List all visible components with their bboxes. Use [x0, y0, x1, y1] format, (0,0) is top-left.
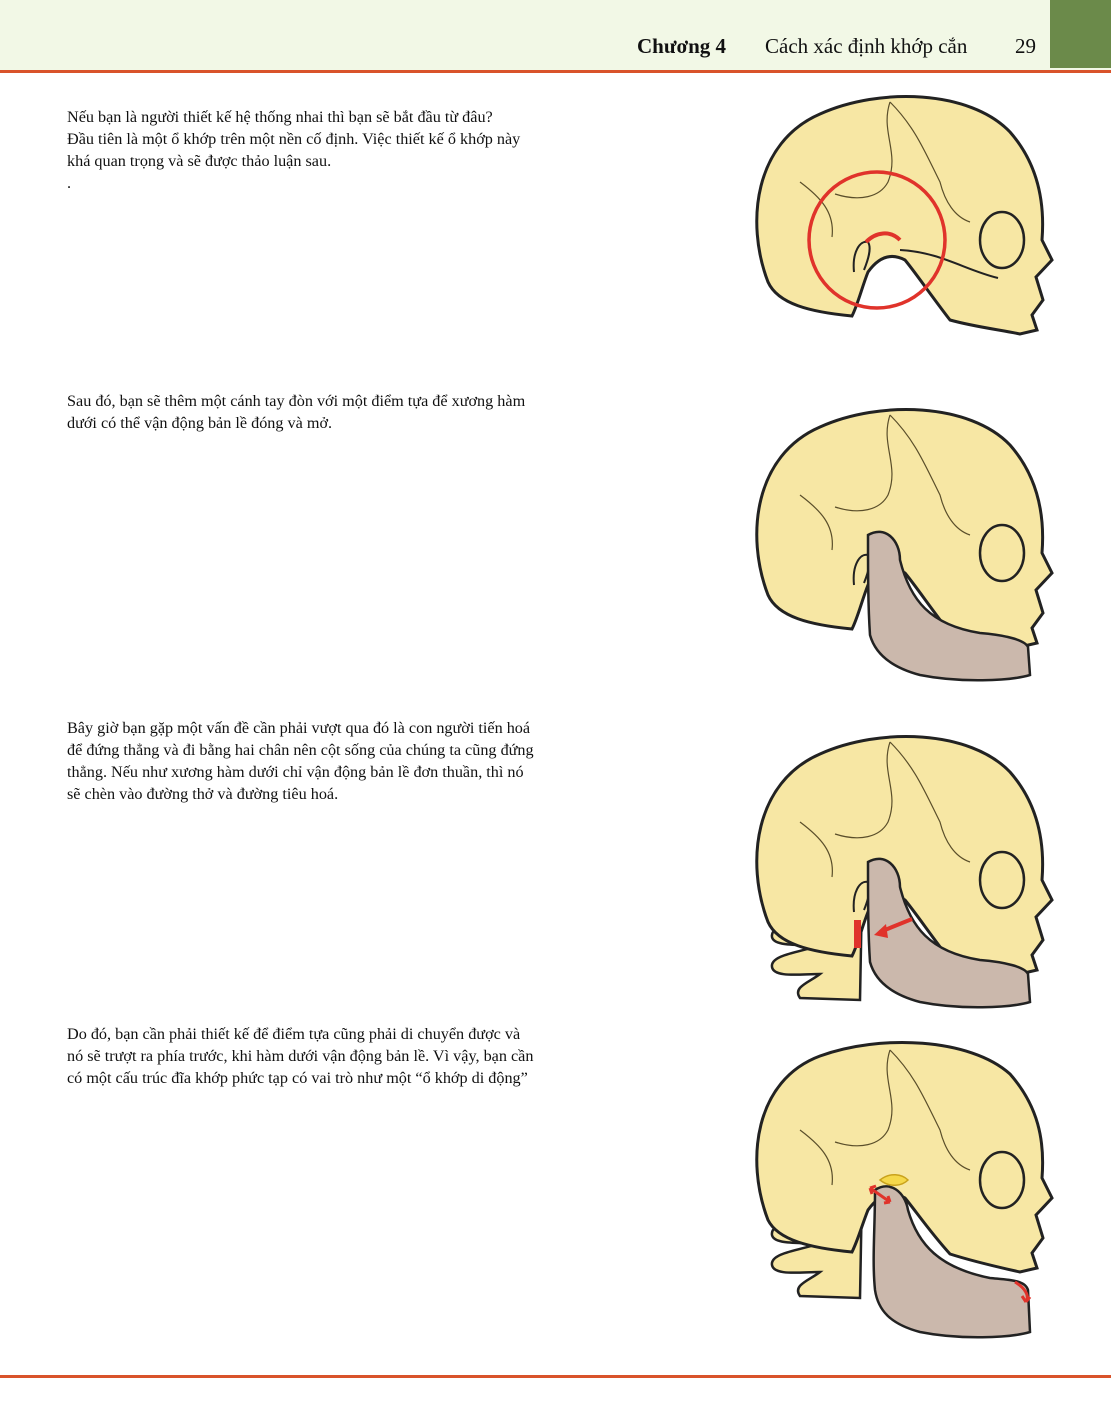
paragraph-2: [67, 390, 597, 434]
skull-illustration: [740, 1040, 1060, 1340]
skull-illustration: [740, 385, 1060, 685]
paragraph-4: [67, 1023, 597, 1089]
paragraph-line: dưới có thể vận động bản lề đóng và mở.: [67, 414, 333, 432]
paragraph-3: [67, 717, 597, 805]
skull-figure-airway: [740, 712, 1060, 1012]
chapter-tab: [1050, 0, 1111, 68]
skull-illustration: [740, 712, 1060, 1012]
paragraph-line: khá quan trọng và sẽ được thảo luận sau.: [67, 152, 332, 170]
skull-figure-joint-socket: [740, 72, 1060, 372]
page-number: 29: [1015, 34, 1036, 58]
skull-figure-hinge: [740, 385, 1060, 685]
paragraph-line: Nếu bạn là người thiết kế hệ thống nhai thì bạn sẽ bắt đầu từ đâu?: [67, 108, 493, 126]
chapter-label: Chương 4: [637, 34, 727, 58]
paragraph-line: Do đó, bạn cần phải thiết kế để điểm tựa cũng phải di chuyển được và: [67, 1025, 521, 1043]
footer-divider: [0, 1375, 1111, 1378]
chapter-title: Cách xác định khớp cắn: [765, 34, 968, 58]
paragraph-1: [67, 106, 597, 194]
paragraph-line: nó sẽ trượt ra phía trước, khi hàm dưới vận động bản lề. Vì vậy, bạn cần: [67, 1047, 534, 1065]
cranium: [757, 97, 1052, 334]
skull-figure-mobile-joint: [740, 1040, 1060, 1340]
paragraph-line: Đầu tiên là một ổ khớp trên một nền cố định. Việc thiết kế ổ khớp này: [67, 130, 521, 148]
paragraph-line: để đứng thẳng và đi bằng hai chân nên cột sống của chúng ta cũng đứng: [67, 741, 534, 759]
paragraph-line: thẳng. Nếu như xương hàm dưới chỉ vận động bản lề đơn thuần, thì nó: [67, 763, 524, 781]
paragraph-line: có một cấu trúc đĩa khớp phức tạp có vai trò như một “ổ khớp di động”: [67, 1069, 528, 1087]
skull-illustration: [740, 72, 1060, 372]
airway-compression-marker: [854, 920, 861, 948]
paragraph-line: sẽ chèn vào đường thở và đường tiêu hoá.: [67, 785, 339, 803]
paragraph-line: Sau đó, bạn sẽ thêm một cánh tay đòn với một điểm tựa để xương hàm: [67, 392, 526, 410]
paragraph-line: .: [67, 174, 72, 192]
paragraph-line: Bây giờ bạn gặp một vấn đề cần phải vượt qua đó là con người tiến hoá: [67, 719, 531, 737]
